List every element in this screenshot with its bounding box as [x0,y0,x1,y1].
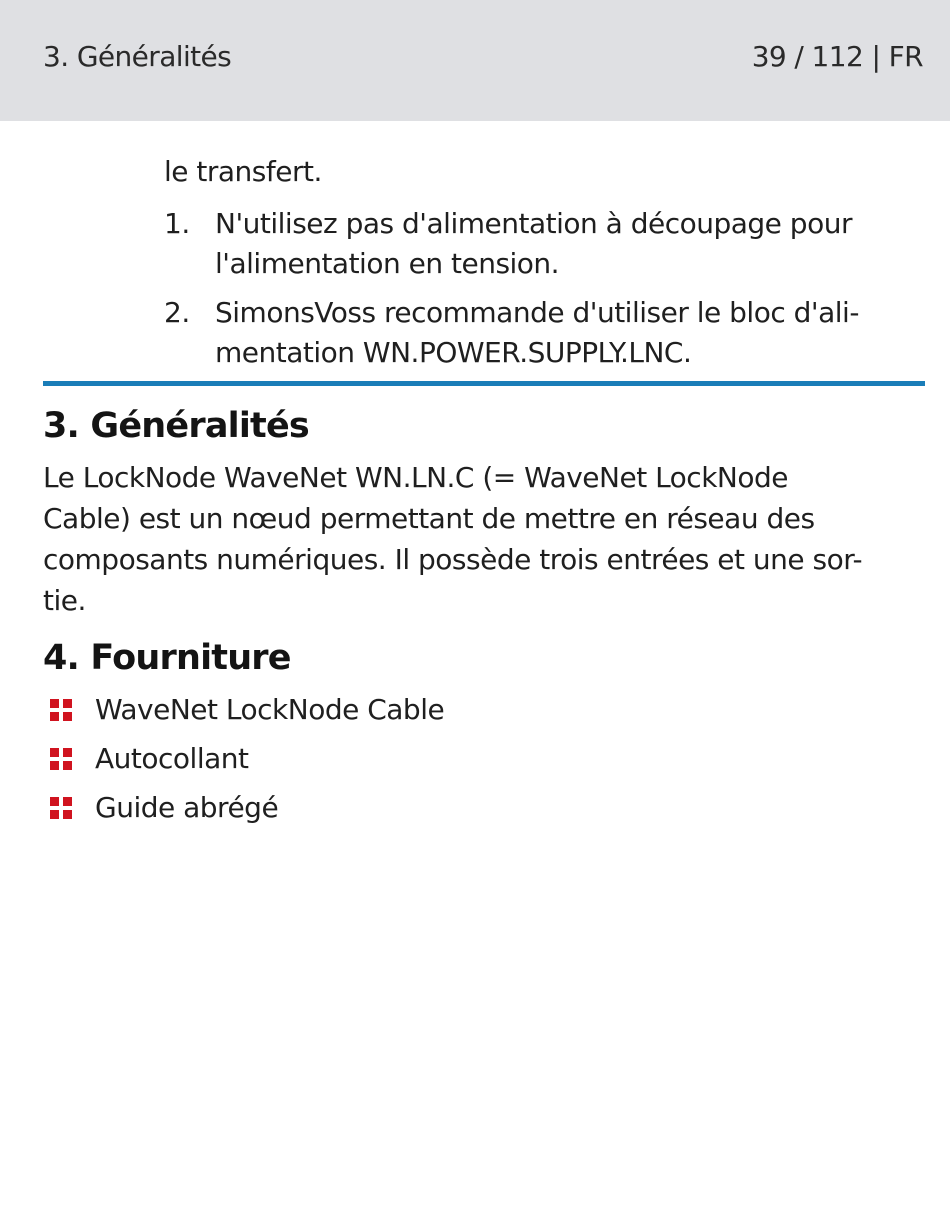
bullet-squares-icon [50,748,72,770]
step-item [164,204,926,284]
heading-fourniture: 4. Fourniture [43,638,291,678]
generalites-paragraph [43,457,925,621]
step-item [164,293,926,373]
instruction-steps [164,204,926,382]
step-line: N'utilisez pas d'alimentation à découpage pour [215,207,852,240]
heading-generalites: 3. Généralités [43,406,309,446]
paragraph-line: Le LockNode WaveNet WN.LN.C (= WaveNet LockNode [43,461,788,494]
section-divider [43,381,925,386]
header-section-title: 3. Généralités [43,40,232,73]
list-item-label: Autocollant [95,742,249,775]
step-number: 1. [164,207,190,240]
step-line: mentation WN.POWER.SUPPLY.LNC. [215,336,692,369]
list-item [43,690,444,730]
continuation-text: le transfert. [164,155,322,188]
list-item [43,739,444,779]
list-item-label: Guide abrégé [95,791,279,824]
paragraph-line: Cable) est un nœud permettant de mettre en réseau des [43,502,815,535]
list-item [43,788,444,828]
step-line: l'alimentation en tension. [215,247,560,280]
header-page-info: 39 / 112 | FR [751,40,923,73]
step-line: SimonsVoss recommande d'utiliser le bloc d'ali- [215,296,859,329]
bullet-squares-icon [50,797,72,819]
paragraph-line: composants numériques. Il possède trois entrées et une sor- [43,543,863,576]
paragraph-line: tie. [43,584,86,617]
step-number: 2. [164,296,190,329]
bullet-squares-icon [50,699,72,721]
list-item-label: WaveNet LockNode Cable [95,693,445,726]
page-header [0,0,950,121]
supply-list [43,690,444,837]
